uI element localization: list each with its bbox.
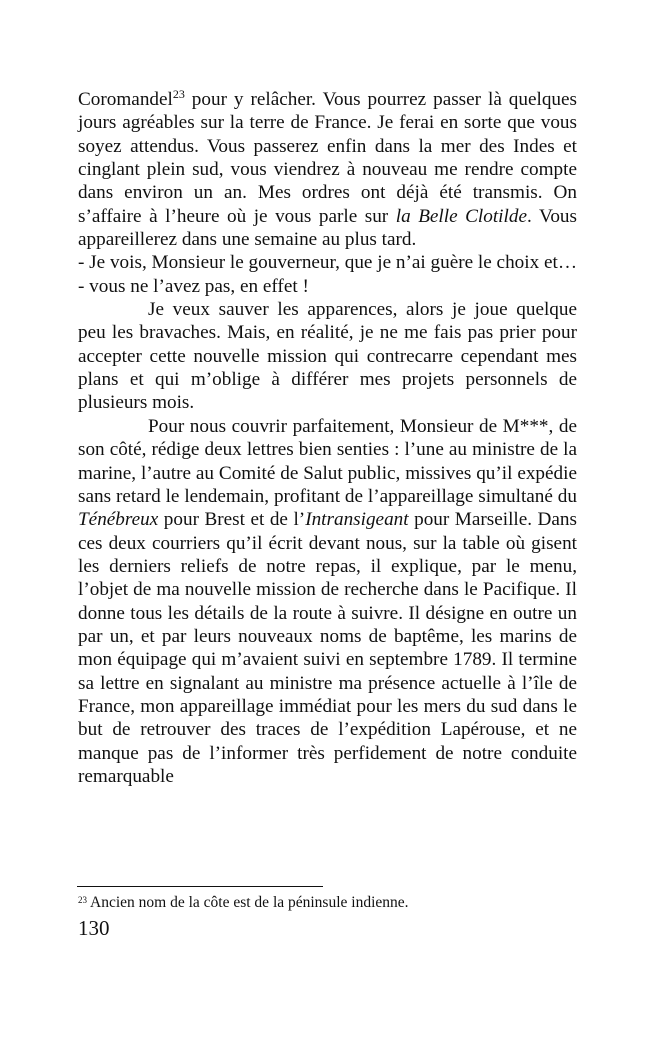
text-run: Pour nous couvrir parfaitement, Monsieur de M***, de son côté, rédige deux lettres bien senties : l’une au ministre de la marine, l’autre au Comité de Salut public, missives qu’il expédie sans retard le lendemain, profitant de l’appareillage simultané du	[78, 415, 577, 507]
text-run: - Je vois, Monsieur le gouverneur, que je n’ai guère le choix et…	[78, 252, 578, 274]
text-run: - vous ne l’avez pas, en effet !	[78, 275, 309, 297]
text-run: . Vous appareillerez dans une semaine au plus tard.	[78, 205, 577, 251]
footnote-reference: 23	[172, 87, 185, 101]
book-page	[78, 88, 577, 788]
paragraph	[78, 251, 577, 274]
footnote-text: Ancien nom de la côte est de la péninsule indienne.	[87, 894, 409, 911]
footnote-separator	[77, 886, 323, 887]
paragraph	[78, 415, 577, 789]
text-run: pour Brest et de l’	[158, 509, 306, 531]
footnote-marker: 23	[78, 895, 87, 905]
text-run: pour Marseille. Dans ces deux courriers qu’il écrit devant nous, sur la table où gisent les derniers reliefs de notre repas, il explique, par le menu, l’objet de ma nouvelle mission de recherche dans le Pacifique. Il donne tous les détails de la route à suivre. Il désigne en outre un par un, et par leurs nouveaux noms de baptême, les marins de mon équipage qui m’avaient suivi en septembre 1789. Il termine sa lettre en signalant au ministre ma présence actuelle à l’île de France, mon appareillage immédiat pour les mers du sud dans le but de retrouver des traces de l’expédition Lapérouse, et ne manque pas de l’informer très perfidement de notre conduite remarquable	[78, 509, 577, 787]
body-text	[78, 88, 577, 788]
italic-text: la Belle Clotilde	[395, 205, 527, 227]
footnote	[78, 893, 409, 912]
page-number: 130	[78, 916, 110, 940]
text-run: pour y relâcher. Vous pourrez passer là quelques jours agréables sur la terre de France. Je ferai en sorte que vous soyez attendus. Vous passerez enfin dans la mer des Indes et cinglant plein sud, vous viendrez à nouveau me rendre compte dans environ un an. Mes ordres ont déjà été transmis. On s’affaire à l’heure où je vous parle sur	[78, 89, 577, 227]
text-run: Je veux sauver les apparences, alors je joue quelque peu les bravaches. Mais, en réalité, je ne me fais pas prier pour accepter cette nouvelle mission qui contrecarre cependant mes plans et qui m’oblige à différer mes projets personnels de plusieurs mois.	[78, 299, 577, 414]
paragraph	[78, 298, 577, 415]
text-run: Coromandel	[78, 89, 173, 110]
paragraph	[78, 88, 577, 251]
italic-text: Ténébreux	[78, 509, 159, 531]
italic-text: Intransigeant	[305, 509, 409, 531]
paragraph	[78, 275, 577, 298]
